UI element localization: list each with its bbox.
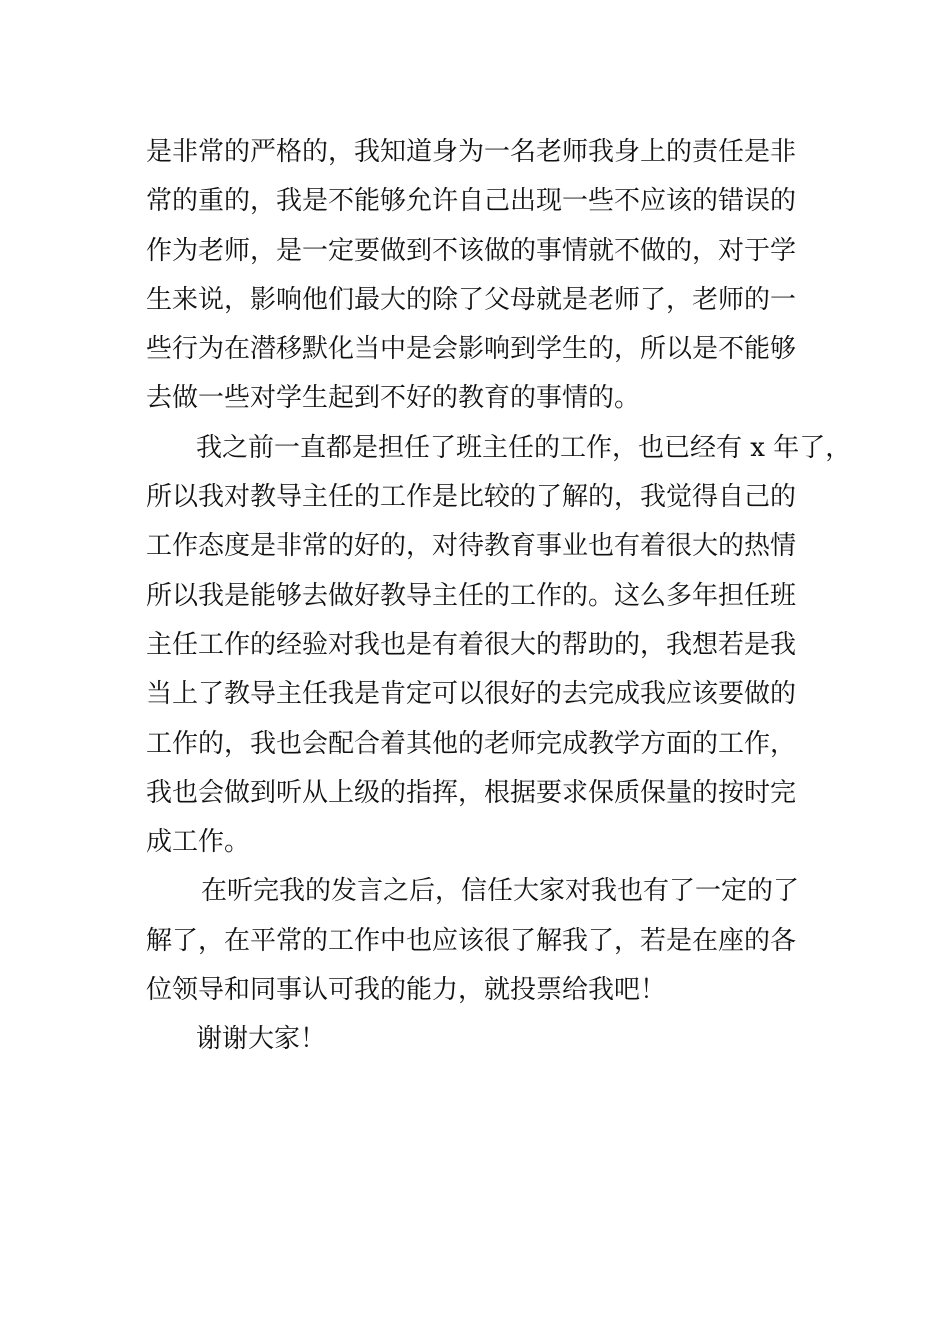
paragraph-1 [146, 128, 816, 424]
paragraph-line: 位领导和同事认可我的能力，就投票给我吧！ [146, 975, 667, 1006]
document-body [146, 128, 852, 1065]
closing-line [146, 1015, 816, 1064]
paragraph-line: 些行为在潜移默化当中是会影响到学生的，所以是不能够 [146, 334, 797, 365]
paragraph-line: 作为老师，是一定要做到不该做的事情就不做的，对于学 [146, 235, 797, 266]
paragraph-line: 工作的，我也会配合着其他的老师完成教学方面的工作， [146, 728, 797, 759]
paragraph-2 [146, 424, 852, 868]
paragraph-line: 所以我对教导主任的工作是比较的了解的，我觉得自己的 [146, 482, 797, 513]
paragraph-3 [146, 867, 816, 1015]
paragraph-line: 去做一些对学生起到不好的教育的事情的。 [146, 383, 641, 414]
paragraph-line: 主任工作的经验对我也是有着很大的帮助的，我想若是我 [146, 629, 797, 660]
closing-text: 谢谢大家！ [196, 1024, 327, 1055]
paragraph-line: 生来说，影响他们最大的除了父母就是老师了，老师的一 [146, 284, 797, 315]
paragraph-line: 解了，在平常的工作中也应该很了解我了，若是在座的各 [146, 925, 797, 956]
paragraph-line: 工作态度是非常的好的，对待教育事业也有着很大的热情 [146, 531, 797, 562]
paragraph-line: 常的重的，我是不能够允许自己出现一些不应该的错误的 [146, 186, 797, 217]
paragraph-line: 成工作。 [146, 827, 251, 858]
paragraph-line: 是非常的严格的，我知道身为一名老师我身上的责任是非 [146, 137, 797, 167]
paragraph-line: 我之前一直都是担任了班主任的工作，也已经有 x 年了， [196, 432, 852, 463]
paragraph-line: 我也会做到听从上级的指挥，根据要求保质保量的按时完 [146, 777, 797, 808]
paragraph-line: 在听完我的发言之后，信任大家对我也有了一定的了 [201, 876, 800, 907]
paragraph-line: 当上了教导主任我是肯定可以很好的去完成我应该要做的 [146, 679, 797, 710]
paragraph-line: 所以我是能够去做好教导主任的工作的。这么多年担任班 [146, 580, 797, 611]
